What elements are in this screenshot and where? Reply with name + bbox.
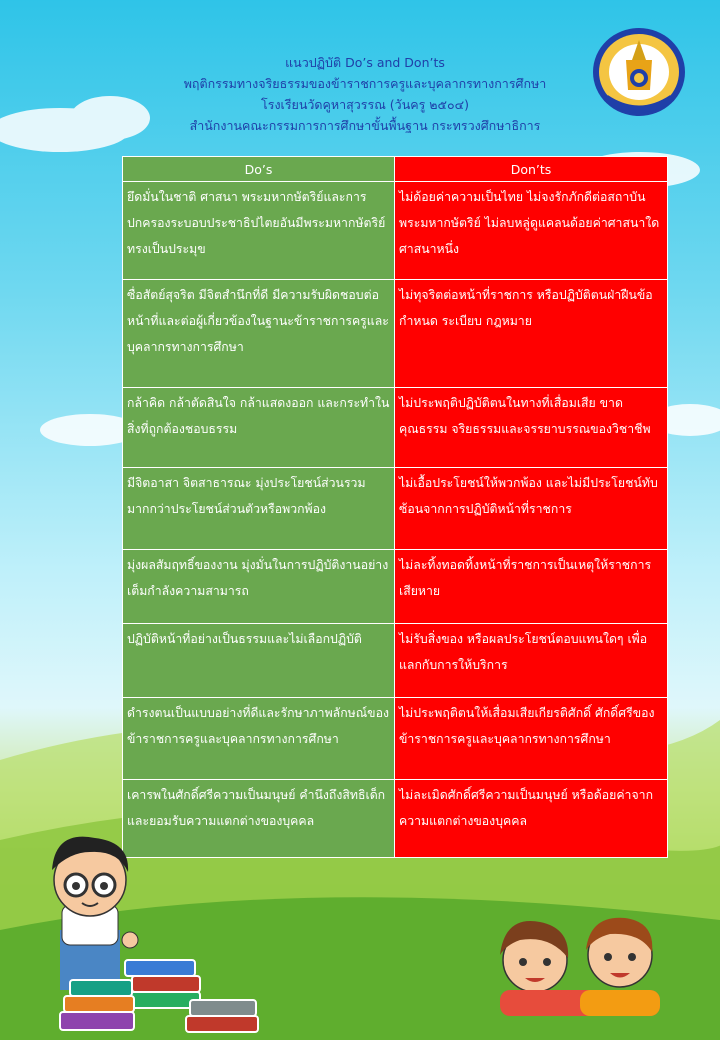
column-header-dos: Do’s — [123, 157, 395, 182]
table-row — [123, 388, 668, 468]
dos-and-donts-table — [122, 156, 668, 858]
header-subtitle: พฤติกรรมทางจริยธรรมของข้าราชการครูและบุคลากรทางการศึกษา — [183, 76, 547, 91]
table-row — [123, 780, 668, 858]
table-row — [123, 280, 668, 388]
dos-cell: เคารพในศักดิ์ศรีความเป็นมนุษย์ คำนึงถึงสิทธิเด็ก และยอมรับความแตกต่างของบุคคล — [123, 780, 395, 858]
dos-cell: ยึดมั่นในชาติ ศาสนา พระมหากษัตริย์และการปกครองระบอบประชาธิปไตยอันมีพระมหากษัตริย์ทรงเป็นประมุข — [123, 182, 395, 280]
dos-cell: ดำรงตนเป็นแบบอย่างที่ดีและรักษาภาพลักษณ์ของข้าราชการครูและบุคลากรทางการศึกษา — [123, 698, 395, 780]
table-row — [123, 468, 668, 550]
dos-cell: กล้าคิด กล้าตัดสินใจ กล้าแสดงออก และกระทำในสิ่งที่ถูกต้องชอบธรรม — [123, 388, 395, 468]
donts-cell: ไม่รับสิ่งของ หรือผลประโยชน์ตอบแทนใดๆ เพื่อแลกกับการให้บริการ — [395, 624, 668, 698]
donts-cell: ไม่ประพฤติปฏิบัติตนในทางที่เสื่อมเสีย ขาดคุณธรรม จริยธรรมและจรรยาบรรณของวิชาชีพ — [395, 388, 668, 468]
header-office: สำนักงานคณะกรรมการการศึกษาขั้นพื้นฐาน กระทรวงศึกษาธิการ — [189, 118, 541, 133]
column-header-donts: Don’ts — [395, 157, 668, 182]
dos-cell: ปฏิบัติหน้าที่อย่างเป็นธรรมและไม่เลือกปฏิบัติ — [123, 624, 395, 698]
donts-cell: ไม่ละทิ้งทอดทิ้งหน้าที่ราชการเป็นเหตุให้ราชการเสียหาย — [395, 550, 668, 624]
donts-cell: ไม่ทุจริตต่อหน้าที่ราชการ หรือปฏิบัติตนฝ่าฝืนข้อกำหนด ระเบียบ กฎหมาย — [395, 280, 668, 388]
donts-cell: ไม่ด้อยค่าความเป็นไทย ไม่จงรักภักดีต่อสถาบันพระมหากษัตริย์ ไม่ลบหลู่ดูแคลนด้อยค่าศาสนาใดศาสนาหนึ่ง — [395, 182, 668, 280]
document-header — [150, 52, 580, 136]
table-row — [123, 698, 668, 780]
dos-cell: ซื่อสัตย์สุจริต มีจิตสำนึกที่ดี มีความรับผิดชอบต่อหน้าที่และต่อผู้เกี่ยวข้องในฐานะข้าราชการครูและบุคลากรทางการศึกษา — [123, 280, 395, 388]
dos-cell: มุ่งผลสัมฤทธิ์ของงาน มุ่งมั่นในการปฏิบัติงานอย่างเต็มกำลังความสามารถ — [123, 550, 395, 624]
donts-cell: ไม่ประพฤติตนให้เสื่อมเสียเกียรติศักดิ์ ศักดิ์ศรีของข้าราชการครูและบุคลากรทางการศึกษา — [395, 698, 668, 780]
table-row — [123, 182, 668, 280]
donts-cell: ไม่เอื้อประโยชน์ให้พวกพ้อง และไม่มีประโยชน์ทับซ้อนจากการปฏิบัติหน้าที่ราชการ — [395, 468, 668, 550]
header-title: แนวปฏิบัติ Do’s and Don’ts — [285, 55, 445, 70]
donts-cell: ไม่ละเมิดศักดิ์ศรีความเป็นมนุษย์ หรือด้อยค่าจากความแตกต่างของบุคคล — [395, 780, 668, 858]
header-school: โรงเรียนวัดคูหาสุวรรณ (วันครู ๒๕๐๔) — [261, 97, 469, 112]
table-row — [123, 550, 668, 624]
school-logo — [584, 20, 694, 120]
dos-cell: มีจิตอาสา จิตสาธารณะ มุ่งประโยชน์ส่วนรวมมากกว่าประโยชน์ส่วนตัวหรือพวกพ้อง — [123, 468, 395, 550]
table-row — [123, 624, 668, 698]
